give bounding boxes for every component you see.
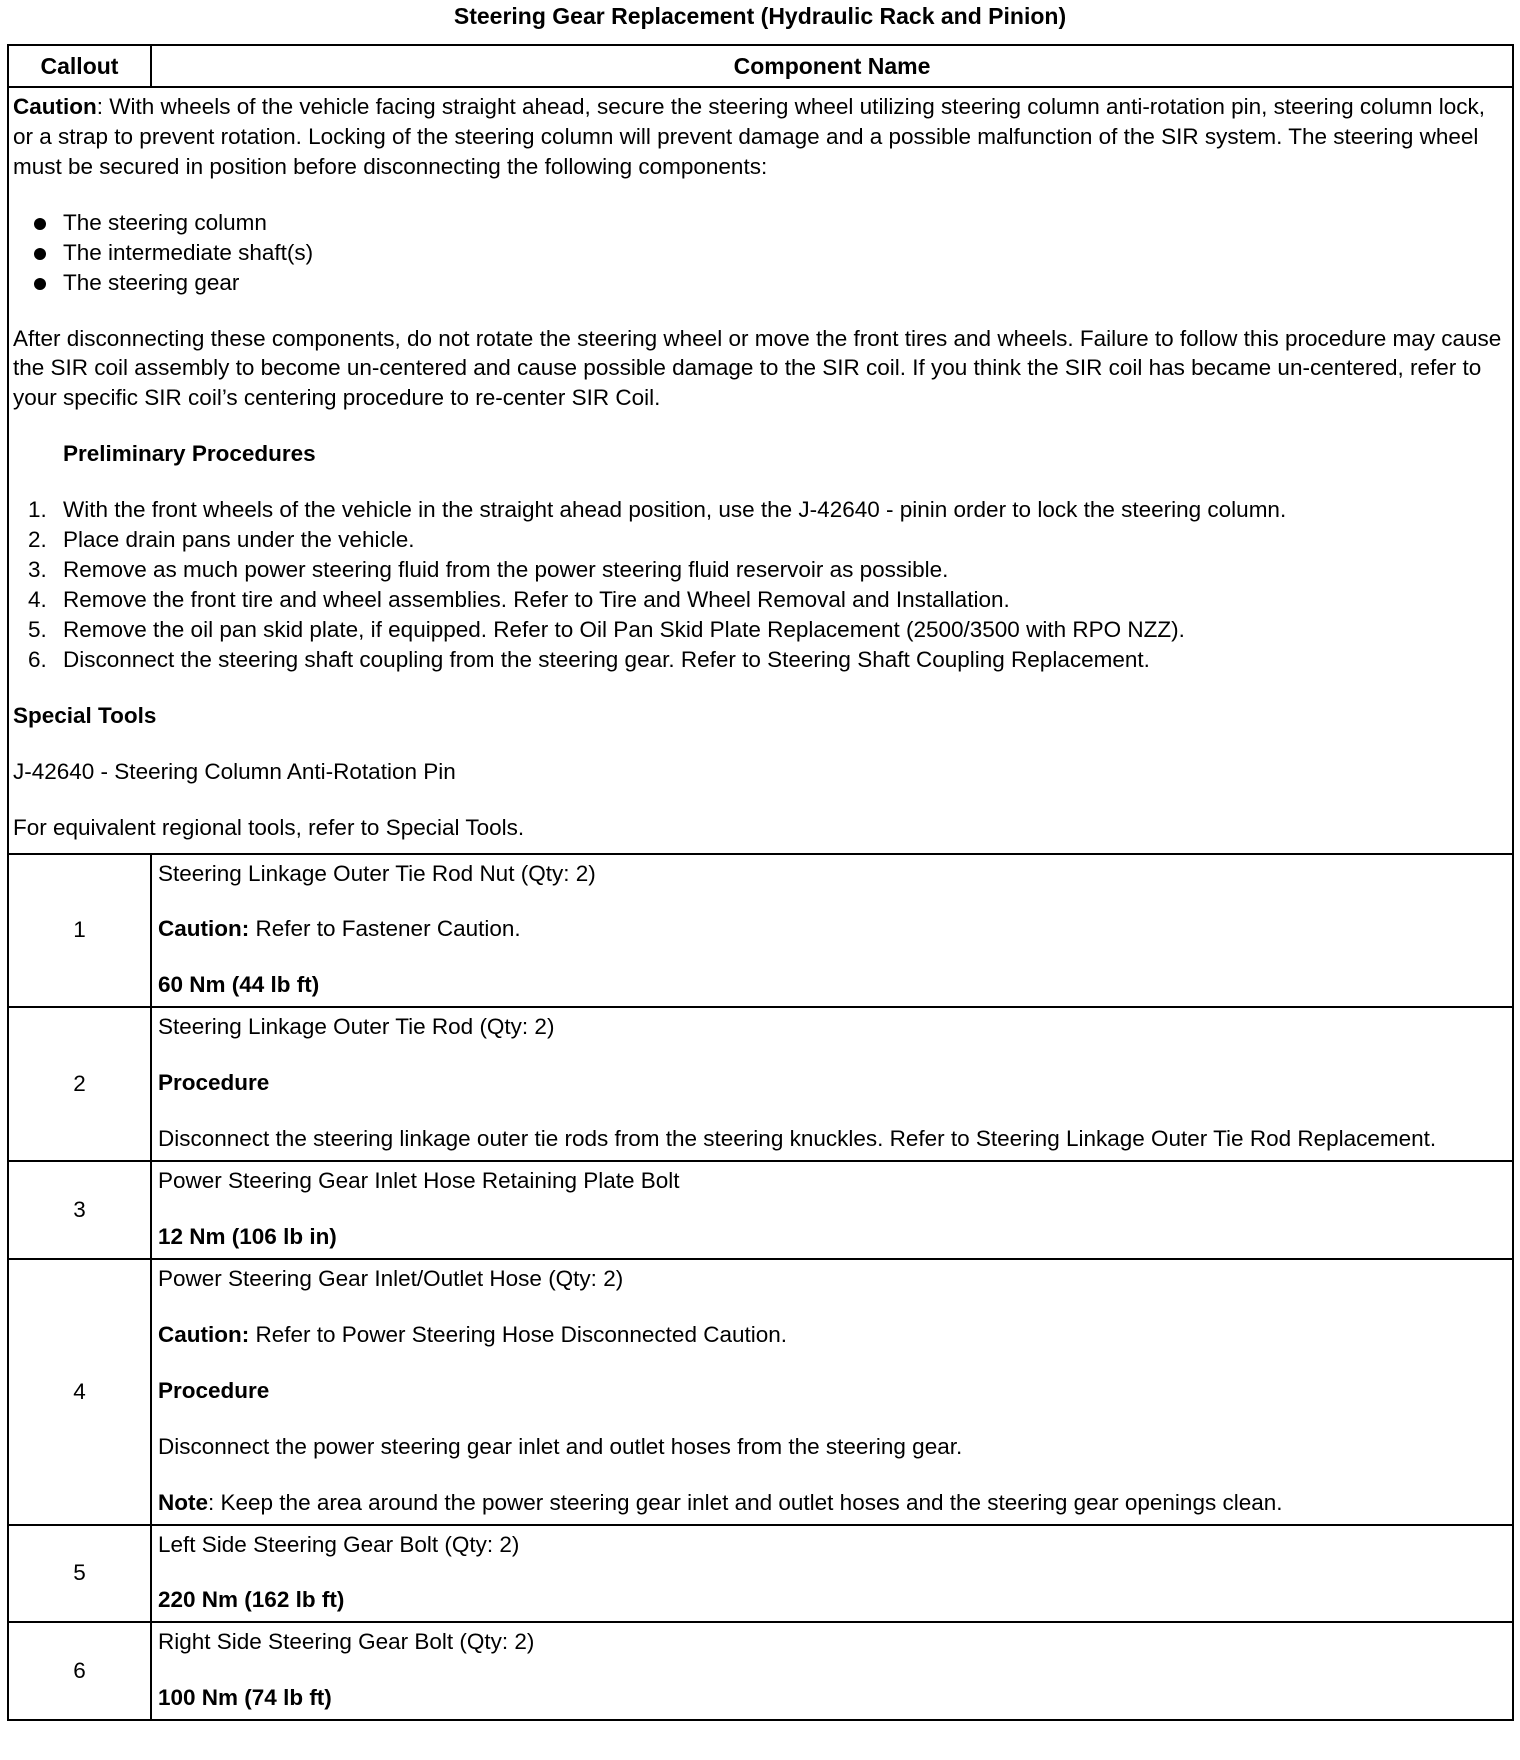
- caution-note: [158, 914, 1506, 944]
- torque-spec: [158, 970, 1506, 1000]
- intro-row: [8, 87, 1513, 854]
- table-row: [8, 1007, 1513, 1161]
- procedure-label: Procedure: [158, 1070, 270, 1096]
- component-cell: [151, 1525, 1513, 1623]
- caution-label: Caution:: [158, 916, 250, 942]
- component-name: Power Steering Gear Inlet/Outlet Hose (Qty: 2): [158, 1265, 624, 1291]
- step-text: Remove the oil pan skid plate, if equipped. Refer to Oil Pan Skid Plate Replacement (2500/3500 with RPO NZZ).: [63, 616, 1185, 642]
- preliminary-steps: [13, 495, 1506, 675]
- equivalent-tools-text: For equivalent regional tools, refer to Special Tools.: [13, 814, 525, 840]
- note-text: : Keep the area around the power steering gear inlet and outlet hoses and the steering gear openings clean.: [208, 1489, 1283, 1515]
- procedure-label: Procedure: [158, 1377, 270, 1403]
- torque-value: 220 Nm (162 lb ft): [158, 1587, 345, 1613]
- step-text: Remove as much power steering fluid from the power steering fluid reservoir as possible.: [63, 557, 949, 583]
- component-name: Steering Linkage Outer Tie Rod Nut (Qty: 2): [158, 860, 596, 886]
- list-item: The steering gear: [13, 268, 1506, 298]
- step-text: Remove the front tire and wheel assemblies. Refer to Tire and Wheel Removal and Installation.: [63, 586, 1010, 612]
- component-cell: [151, 854, 1513, 1008]
- component-cell: [151, 1007, 1513, 1161]
- caution-text: Refer to Power Steering Hose Disconnected Caution.: [249, 1321, 788, 1347]
- step-number: 4.: [28, 586, 47, 612]
- component-name: Right Side Steering Gear Bolt (Qty: 2): [158, 1629, 535, 1655]
- procedure-text: Disconnect the power steering gear inlet and outlet hoses from the steering gear.: [158, 1433, 963, 1459]
- note-label: Note: [158, 1489, 208, 1515]
- caution-text: Refer to Fastener Caution.: [249, 916, 521, 942]
- torque-spec: [158, 1222, 1506, 1252]
- component-name: Steering Linkage Outer Tie Rod (Qty: 2): [158, 1014, 555, 1040]
- component-name: Power Steering Gear Inlet Hose Retaining Plate Bolt: [158, 1168, 680, 1194]
- callout-number: 5: [8, 1525, 151, 1623]
- table-row: [8, 1622, 1513, 1720]
- callout-column-header: Callout: [8, 45, 151, 87]
- caution-note: [158, 1320, 1506, 1350]
- table-row: [8, 854, 1513, 1008]
- table-row: [8, 1161, 1513, 1259]
- component-cell: [151, 1259, 1513, 1525]
- step-text: With the front wheels of the vehicle in the straight ahead position, use the J-42640 - pinin order to lock the steering column.: [63, 497, 1287, 523]
- callout-number: 3: [8, 1161, 151, 1259]
- component-table: [7, 44, 1514, 1721]
- list-item: [13, 525, 1506, 555]
- caution-label: Caution:: [158, 1321, 250, 1347]
- table-row: [8, 1259, 1513, 1525]
- torque-value: 100 Nm (74 lb ft): [158, 1685, 332, 1711]
- torque-spec: [158, 1683, 1506, 1713]
- list-item: [13, 585, 1506, 615]
- torque-value: 60 Nm (44 lb ft): [158, 972, 320, 998]
- special-tool-item: J-42640 - Steering Column Anti-Rotation Pin: [13, 758, 456, 784]
- component-cell: [151, 1161, 1513, 1259]
- step-number: 1.: [28, 497, 47, 523]
- procedure-heading: [158, 1068, 1506, 1098]
- caution-paragraph: [13, 92, 1506, 182]
- note: [158, 1488, 1506, 1518]
- component-name: Left Side Steering Gear Bolt (Qty: 2): [158, 1531, 520, 1557]
- component-bullet-list: [13, 208, 1506, 298]
- table-header-row: [8, 45, 1513, 87]
- component-cell: [151, 1622, 1513, 1720]
- procedure-heading: [158, 1376, 1506, 1406]
- component-column-header: Component Name: [151, 45, 1513, 87]
- step-number: 5.: [28, 616, 47, 642]
- special-tools-heading: Special Tools: [13, 702, 157, 728]
- page-title: Steering Gear Replacement (Hydraulic Rack and Pinion): [453, 3, 1067, 29]
- callout-number: 4: [8, 1259, 151, 1525]
- step-number: 3.: [28, 557, 47, 583]
- callout-number: 6: [8, 1622, 151, 1720]
- list-item: The steering column: [13, 208, 1506, 238]
- caution-label: Caution: [13, 94, 97, 119]
- list-item: [13, 495, 1506, 525]
- callout-number: 1: [8, 854, 151, 1008]
- list-item: The intermediate shaft(s): [13, 238, 1506, 268]
- caution-text: : With wheels of the vehicle facing straight ahead, secure the steering wheel utilizing steering column anti-rotation pin, steering column lock, or a strap to prevent rotation. Locking of the steering column will prevent damage and a possible malfunction of the SIR system. The steering wheel must be secured in position before disconnecting the following components:: [13, 94, 1485, 179]
- torque-value: 12 Nm (106 lb in): [158, 1223, 337, 1249]
- table-row: [8, 1525, 1513, 1623]
- callout-number: 2: [8, 1007, 151, 1161]
- torque-spec: [158, 1585, 1506, 1615]
- step-number: 6.: [28, 646, 47, 672]
- list-item: [13, 645, 1506, 675]
- list-item: [13, 555, 1506, 585]
- after-disconnect-paragraph: After disconnecting these components, do not rotate the steering wheel or move the front tires and wheels. Failure to follow this procedure may cause the SIR coil assembly to become un-centered and cause possible damage to the SIR coil. If you think the SIR coil has became un-centered, refer to your specific SIR coil’s centering procedure to re-center SIR Coil.: [13, 325, 1502, 411]
- step-number: 2.: [28, 527, 47, 553]
- step-text: Place drain pans under the vehicle.: [63, 527, 415, 553]
- intro-cell: [8, 87, 1513, 854]
- step-text: Disconnect the steering shaft coupling from the steering gear. Refer to Steering Shaft Coupling Replacement.: [63, 646, 1150, 672]
- list-item: [13, 615, 1506, 645]
- preliminary-heading: Preliminary Procedures: [63, 441, 316, 467]
- procedure-text: Disconnect the steering linkage outer tie rods from the steering knuckles. Refer to Steering Linkage Outer Tie Rod Replacement.: [158, 1126, 1437, 1152]
